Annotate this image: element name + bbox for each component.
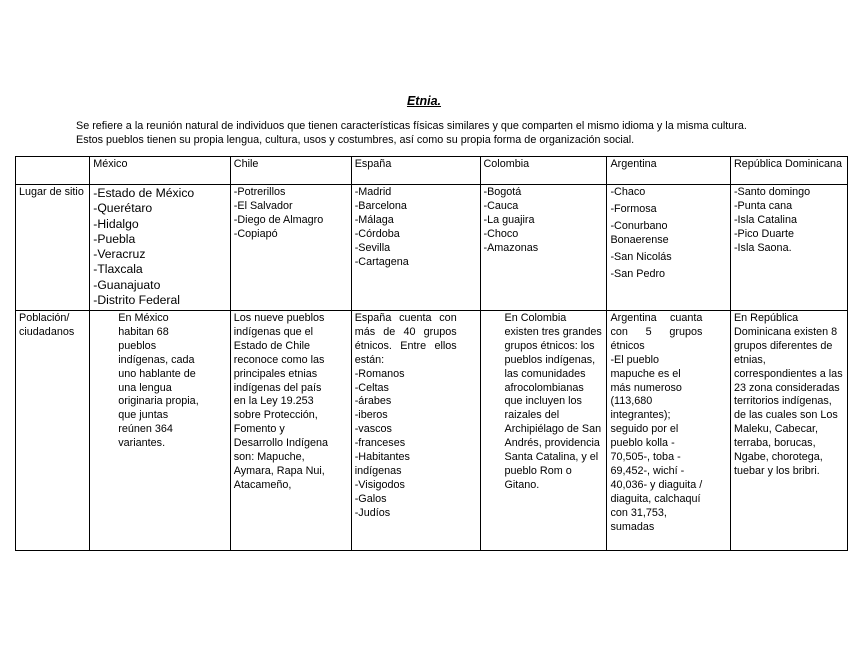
list-item: -Diego de Almagro <box>233 213 324 226</box>
poblacion-chile-text: Los nueve pueblos indígenas que el Estado de Chile reconoce como las principales etnias indígenas del país en la Ley 19.253 sobre Protección, Fomento y Desarrollo Indígena son: Mapuche, Aymara, Rapa Nui, Atacameño, <box>233 312 329 491</box>
row-label-poblacion: Población/ ciudadanos <box>16 311 90 551</box>
list-item: -Puebla <box>93 231 136 246</box>
list-item: -Barcelona <box>354 199 407 212</box>
poblacion-colombia-text: En Colombia existen tres grandes grupos étnicos: los pueblos indígenas, las comunidades afrocolombianas que incluyen los raizales del Archipiélago de San Andrés, providencia Santa Catalina, y el pueblo Rom o Gitano. <box>504 312 602 491</box>
list-item: -Visigodos <box>354 478 405 491</box>
list-item: -El Salvador <box>233 199 293 212</box>
list-item: -Isla Catalina <box>733 213 797 226</box>
list-item: -Copiapó <box>233 227 278 240</box>
list-item: -vascos <box>354 423 392 436</box>
poblacion-colombia-cell <box>480 311 607 551</box>
list-item: -Hidalgo <box>93 216 139 231</box>
list-item: -Guanajuato <box>93 277 161 292</box>
list-item: -Sevilla <box>354 241 391 254</box>
list-item: -Punta cana <box>733 199 793 212</box>
list-item: -Bogotá <box>483 186 522 198</box>
row-label-lugar: Lugar de sitio <box>16 185 90 311</box>
list-item: -Isla Saona. <box>733 241 792 254</box>
poblacion-republica-dominicana-text: En República Dominicana existen 8 grupos diferentes de etnias, correspondientes a las 23 zona consideradas territorios indígenas, de las cuales son Los Maleku, Cabecar, terraba, borucas, Ngabe, chorotega, tuebar y los bribri. <box>733 312 843 477</box>
list-item: -Cauca <box>483 199 519 212</box>
list-item: -Romanos <box>354 367 405 380</box>
list-item: -Cartagena <box>354 255 409 268</box>
etnia-table <box>15 156 848 551</box>
list-item: -Potrerillos <box>233 186 286 198</box>
list-item: -Celtas <box>354 381 389 394</box>
list-item: -Formosa <box>610 202 657 215</box>
lugar-chile-cell <box>230 185 351 311</box>
table-header-row <box>16 157 848 185</box>
poblacion-espana-cell <box>351 311 480 551</box>
list-item: -Judíos <box>354 506 391 519</box>
list-item: -Tlaxcala <box>93 262 143 277</box>
lugar-argentina-cell <box>607 185 731 311</box>
list-item: -La guajira <box>483 213 535 226</box>
list-item: -San Pedro <box>610 267 666 280</box>
lugar-mexico-cell <box>90 185 231 311</box>
column-header-mexico: México <box>90 157 231 185</box>
list-item: -franceses <box>354 437 406 450</box>
list-item: -Amazonas <box>483 241 539 254</box>
list-item: -Conurbano Bonaerense <box>610 219 669 246</box>
poblacion-mexico-cell <box>90 311 231 551</box>
lugar-republica-dominicana-cell <box>730 185 847 311</box>
poblacion-republica-dominicana-cell <box>730 311 847 551</box>
list-item: -Veracruz <box>93 247 146 262</box>
list-item: -Choco <box>483 227 519 240</box>
column-header-republica-dominicana: República Dominicana <box>730 157 847 185</box>
list-item: -Chaco <box>610 186 646 198</box>
header-empty-cell <box>16 157 90 185</box>
list-item: -iberos <box>354 409 388 422</box>
table-row-poblacion <box>16 311 848 551</box>
poblacion-mexico-text: En México habitan 68 pueblos indígenas, cada uno hablante de una lengua originaria propia, que juntas reúnen 364 variantes. <box>118 312 199 450</box>
poblacion-argentina-text: -El pueblo mapuche es el más numeroso (113,680 integrantes); seguido por el pueblo kolla - 70,505-, toba - 69,452-, wichí - 40,036- y diaguita / diaguita, calchaquí con 31,753, sumadas <box>610 353 703 533</box>
list-item: -San Nicolás <box>610 250 672 263</box>
lugar-espana-cell <box>351 185 480 311</box>
column-header-colombia: Colombia <box>480 157 607 185</box>
list-item: -Querétaro <box>93 201 153 216</box>
page-title: Etnia. <box>406 94 442 108</box>
list-item: -Habitantes indígenas <box>354 451 410 477</box>
list-item: -Pico Duarte <box>733 227 794 240</box>
table-row-lugar <box>16 185 848 311</box>
list-item: -Madrid <box>354 186 392 198</box>
list-item: -Distrito Federal <box>93 293 180 308</box>
list-item: -árabes <box>354 395 392 408</box>
list-item: -Santo domingo <box>733 186 811 198</box>
poblacion-chile-cell <box>230 311 351 551</box>
list-item: -Galos <box>354 492 387 505</box>
list-item: -Málaga <box>354 213 394 226</box>
column-header-chile: Chile <box>230 157 351 185</box>
column-header-espana: España <box>351 157 480 185</box>
column-header-argentina: Argentina <box>607 157 731 185</box>
poblacion-argentina-intro: Argentina cuanta con 5 grupos étnicos <box>610 312 703 352</box>
intro-paragraph: Se refiere a la reunión natural de individuos que tienen características físicas similares y que comparten el mismo idioma y la misma cultura. Estos pueblos tienen su propia lengua, cultura, usos y costumbres, así como su propia forma de organización social. <box>76 120 747 146</box>
lugar-colombia-cell <box>480 185 607 311</box>
poblacion-argentina-cell <box>607 311 731 551</box>
poblacion-espana-intro: España cuenta con más de 40 grupos étnicos. Entre ellos están: <box>354 312 457 366</box>
list-item: -Córdoba <box>354 227 400 240</box>
list-item: -Estado de México <box>93 186 195 200</box>
